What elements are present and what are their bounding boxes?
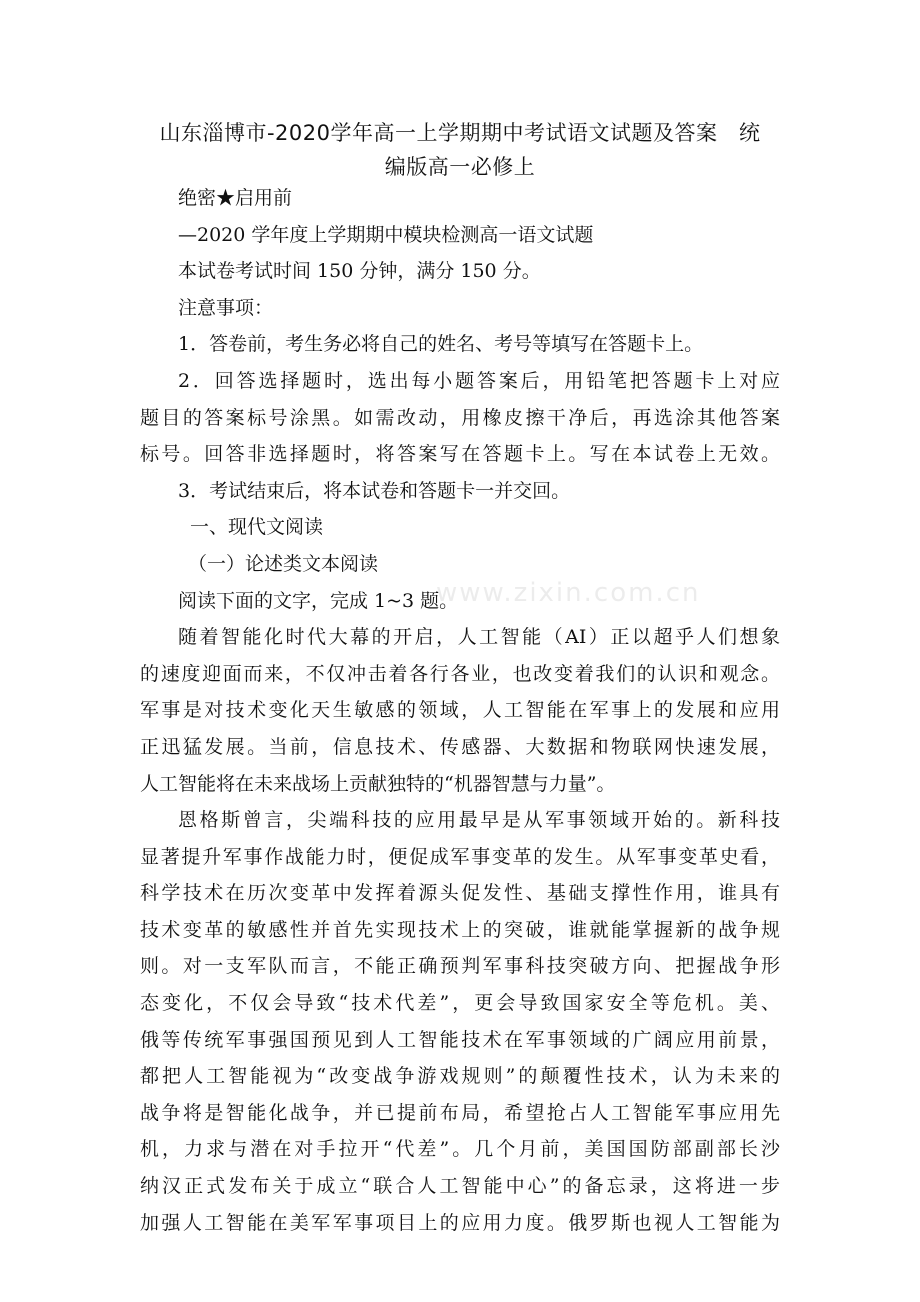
- paragraph-2-line-11: 纳汉正式发布关于成立“联合人工智能中心”的备忘录，这将进一步: [140, 1175, 780, 1198]
- note-2-line-3: 标号。回答非选择题时，将答案写在答题卡上。写在本试卷上无效。: [140, 443, 780, 466]
- note-2-line-2: 题目的答案标号涂黑。如需改动，用橡皮擦干净后，再选涂其他答案: [140, 406, 780, 429]
- note-1: 1．答卷前，考生务必将自己的姓名、考号等填写在答题卡上。: [178, 333, 704, 356]
- paragraph-1-line-1: 随着智能化时代大幕的开启，人工智能（AI）正以超乎人们想象: [178, 626, 780, 649]
- confidential-mark: 绝密★启用前: [178, 187, 293, 209]
- paragraph-1-line-5: 人工智能将在未来战场上贡献独特的“机器智慧与力量”。: [140, 772, 616, 795]
- note-3: 3．考试结束后，将本试卷和答题卡一并交回。: [178, 479, 571, 502]
- title-line-2: 编版高一必修上: [384, 155, 536, 179]
- section-heading: 一、现代文阅读: [190, 516, 324, 539]
- paragraph-2-line-4: 技术变革的敏感性并首先实现技术上的突破，谁就能掌握新的战争规: [140, 918, 780, 941]
- title-line-1: 山东淄博市-2020学年高一上学期期中考试语文试题及答案 统: [159, 121, 761, 145]
- paragraph-1-line-4: 正迅猛发展。当前，信息技术、传感器、大数据和物联网快速发展，: [140, 735, 780, 758]
- notes-heading: 注意事项：: [178, 296, 274, 319]
- exam-name: —2020 学年度上学期期中模块检测高一语文试题: [178, 223, 594, 246]
- paragraph-2-line-6: 态变化，不仅会导致“技术代差”，更会导致国家安全等危机。美、: [140, 992, 780, 1015]
- paragraph-2-line-10: 机，力求与潜在对手拉开“代差”。几个月前，美国国防部副部长沙: [140, 1138, 780, 1161]
- paragraph-2-line-5: 则。对一支军队而言，不能正确预判军事科技突破方向、把握战争形: [140, 955, 780, 978]
- exam-duration: 本试卷考试时间 150 分钟，满分 150 分。: [178, 260, 541, 283]
- paragraph-2-line-9: 战争将是智能化战争，并已提前布局，希望抢占人工智能军事应用先: [140, 1101, 780, 1124]
- paragraph-2-line-1: 恩格斯曾言，尖端科技的应用最早是从军事领域开始的。新科技: [178, 809, 780, 832]
- paragraph-1-line-2: 的速度迎面而来，不仅冲击着各行各业，也改变着我们的认识和观念。: [140, 662, 780, 685]
- paragraph-2-line-12: 加强人工智能在美军军事项目上的应用力度。俄罗斯也视人工智能为: [140, 1211, 780, 1234]
- note-2-line-1: 2．回答选择题时，选出每小题答案后，用铅笔把答题卡上对应: [178, 369, 780, 392]
- document-title: [140, 116, 780, 184]
- paragraph-2-line-2: 显著提升军事作战能力时，便促成军事变革的发生。从军事变革史看，: [140, 845, 780, 868]
- paragraph-1-line-3: 军事是对技术变化天生敏感的领域，人工智能在军事上的发展和应用: [140, 699, 780, 722]
- reading-instruction: 阅读下面的文字，完成 1~3 题。: [178, 589, 459, 612]
- document-body: [140, 180, 780, 1241]
- watermark: www.zixin.com.cn: [436, 578, 701, 608]
- paragraph-2-line-8: 都把人工智能视为“改变战争游戏规则”的颠覆性技术，认为未来的: [140, 1065, 780, 1088]
- subsection-heading: （一）论述类文本阅读: [188, 552, 379, 575]
- paragraph-2-line-3: 科学技术在历次变革中发挥着源头促发性、基础支撑性作用，谁具有: [140, 882, 780, 905]
- paragraph-2-line-7: 俄等传统军事强国预见到人工智能技术在军事领域的广阔应用前景，: [140, 1028, 780, 1051]
